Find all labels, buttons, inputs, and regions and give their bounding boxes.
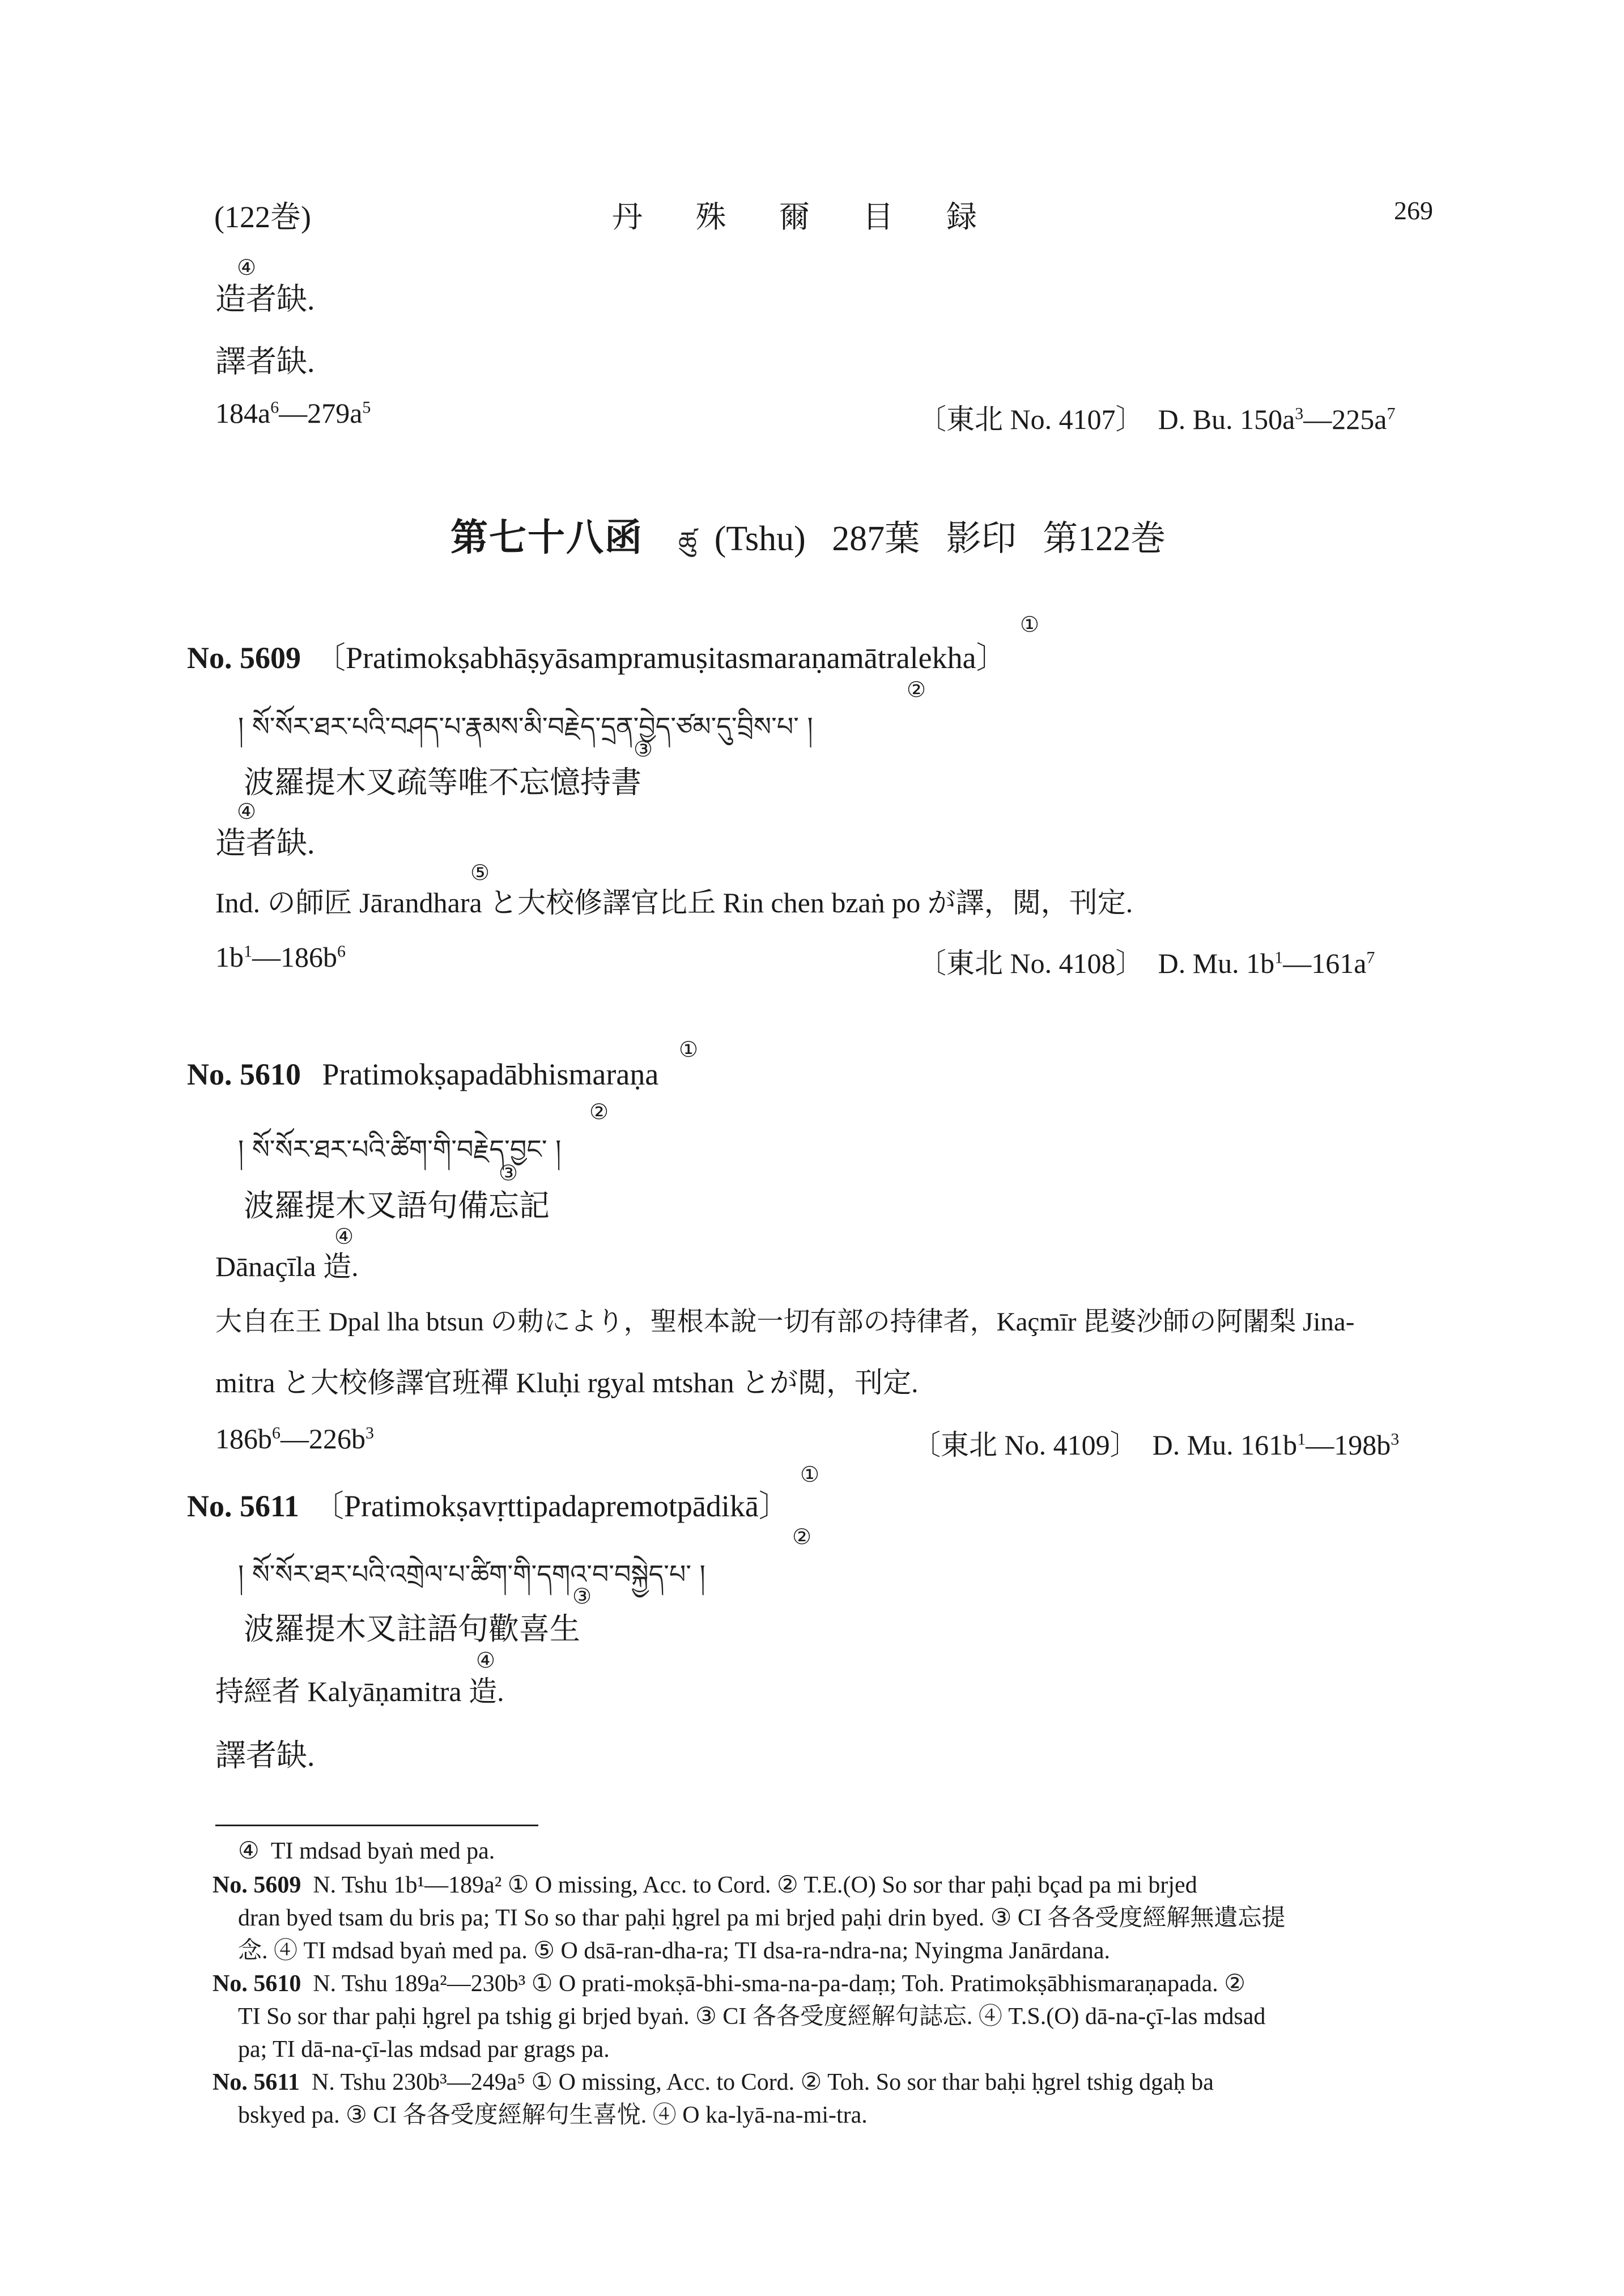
- translation-note-5609: Ind. の師匠 Jārandhara と大校修譯官比丘 Rin chen bzaṅ po が譯，閲，刊定.: [215, 887, 1133, 919]
- prev-reference: 〔東北 No. 4107〕 D. Bu. $150a^3—225a^7$: [918, 403, 1396, 435]
- footnote-mark: ③: [499, 1160, 518, 1185]
- footnote-mark: ④: [476, 1648, 496, 1673]
- page-number: 269: [1394, 196, 1433, 225]
- translation-note-5610-line1: 大自在王 Dpal lha btsun の勅により，聖根本說一切有部の持律者，Kaçmīr 毘婆沙師の阿闍梨 Jina-: [215, 1307, 1355, 1337]
- footnote-mark: ③: [634, 737, 653, 762]
- entry-heading-5611: No. 5611 〔Pratimokṣavṛttipadapremotpādikā〕: [187, 1489, 789, 1523]
- chinese-title-5611: 波羅提木叉註語句歡喜生: [244, 1612, 580, 1646]
- footnote-mark: ②: [907, 677, 926, 702]
- author-5609: 造者缺.: [215, 826, 315, 860]
- entry-heading-5609: No. 5609 〔Pratimokṣabhāṣyāsampramuṣitasmaraṇamātralekha〕: [187, 641, 1007, 675]
- author-5611: 持經者 Kalyāṇamitra 造.: [215, 1676, 504, 1707]
- footnote-5610: No. 5610 N. Tshu 189a²—230b³ ① O prati-mokṣā-bhi-sma-na-pa-daṃ; Toh. Pratimokṣābhismaraṇapada. ② TI So sor thar paḥi ḥgrel pa tshig gi brjed byaṅ. ③ CI 各各受度經解句誌忘. ④ T.S.(O) dā-na-çī-las mdsad pa; TI dā-na-çī-las mdsad par grags pa.: [212, 1971, 1266, 2063]
- tibetan-title-5609: ། སོ་སོར་ཐར་པའི་བཤད་པ་རྣམས་མི་བརྗེད་དྲན་བྱེད་ཙམ་དུ་བྲིས་པ་ །: [238, 711, 813, 742]
- author-5610: Dānaçīla 造.: [215, 1251, 359, 1282]
- tibetan-title-5610: ། སོ་སོར་ཐར་པའི་ཚིག་གི་བརྗེད་བྱང་ །: [238, 1134, 562, 1164]
- footnote-5611: No. 5611 N. Tshu 230b³—249a⁵ ① O missing, Acc. to Cord. ② Toh. So sor thar baḥi ḥgrel tshig dgaḥ ba bskyed pa. ③ CI 各各受度經解句生喜悅. ④ O ka-lyā-na-mi-tra.: [212, 2069, 1214, 2128]
- footnote-mark: ②: [589, 1099, 609, 1124]
- tibetan-letter: ཚུ: [678, 526, 697, 556]
- footnote-mark: ④: [237, 799, 257, 824]
- entry-heading-5610: No. 5610 Pratimokṣapadābhismaraṇa: [187, 1057, 659, 1091]
- footnote-divider: [215, 1825, 538, 1826]
- footnote-mark: ①: [679, 1037, 699, 1062]
- footnote-mark: ①: [800, 1462, 820, 1487]
- footnote-mark: ④: [334, 1224, 354, 1249]
- chinese-title-5610: 波羅提木叉語句備忘記: [244, 1189, 550, 1223]
- footnote-mark: ③: [572, 1584, 592, 1609]
- volume-label: (122巻): [214, 200, 311, 234]
- footnote-5609: No. 5609 N. Tshu 1b¹—189a² ① O missing, Acc. to Cord. ② T.E.(O) So sor thar paḥi bçad pa mi brjed dran byed tsam du bris pa; TI So so thar paḥi ḥgrel pa mi brjed paḥi drin byed. ③ CI 各各受度經解無遺忘提 念. ④ TI mdsad byaṅ med pa. ⑤ O dsā-ran-dha-ra; TI dsa-ra-ndra-na; Nyingma Janārdana.: [212, 1872, 1286, 1964]
- prev-folio: $184a^6—279a^5$: [215, 397, 371, 429]
- footnote-mark: ①: [1020, 612, 1040, 637]
- reference-5609: 〔東北 No. 4108〕 D. Mu. $1b^1—161a^7$: [918, 947, 1375, 979]
- running-title: 丹 殊 爾 目 録: [612, 200, 1000, 234]
- section-heading: 第七十八函 ཚུ (Tshu) 287葉 影印 第122巻: [450, 517, 1166, 559]
- folio-5609: $1b^1—186b^6$: [215, 941, 346, 973]
- translator-5611: 譯者缺.: [215, 1738, 315, 1772]
- footnote-mark: ④: [237, 255, 257, 280]
- reference-5610: 〔東北 No. 4109〕 D. Mu. $161b^1—198b^3$: [912, 1429, 1400, 1461]
- footnote-carryover: ④ TI mdsad byaṅ med pa.: [238, 1838, 495, 1864]
- prev-author: 造者缺.: [215, 282, 315, 316]
- footnote-mark: ⑤: [470, 860, 490, 885]
- footnote-mark: ②: [792, 1524, 812, 1549]
- prev-translator: 譯者缺.: [215, 345, 315, 379]
- tibetan-title-5611: ། སོ་སོར་ཐར་པའི་འགྲེལ་པ་ཚིག་གི་དགའ་བ་བསྐྱེད་པ་ །: [238, 1559, 705, 1589]
- chinese-title-5609: 波羅提木叉疏等唯不忘憶持書: [244, 766, 641, 800]
- translation-note-5610-line2: mitra と大校修譯官班禪 Kluḥi rgyal mtshan とが閲，刊定.: [215, 1367, 919, 1398]
- folio-5610: $186b^6—226b^3$: [215, 1423, 374, 1455]
